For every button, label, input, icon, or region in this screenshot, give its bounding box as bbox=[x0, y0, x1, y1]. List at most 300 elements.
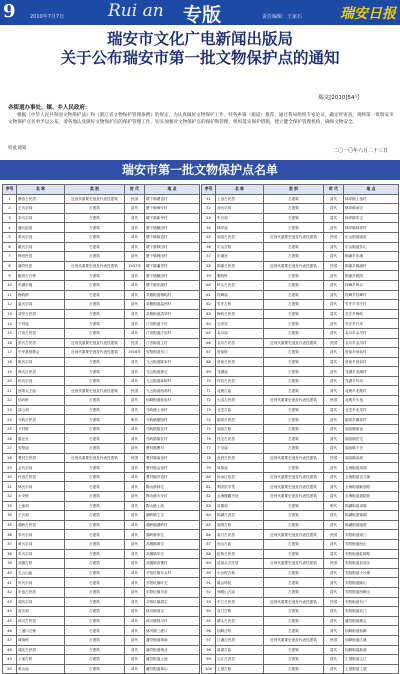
site-category: 古建筑 bbox=[264, 348, 324, 358]
row-number: 73 bbox=[202, 405, 216, 415]
site-era: 明代 bbox=[125, 415, 145, 425]
row-number: 38 bbox=[3, 549, 17, 559]
site-era: 清代 bbox=[125, 463, 145, 473]
site-category: 古建筑 bbox=[264, 539, 324, 549]
row-number: 87 bbox=[202, 539, 216, 549]
list-table-left bbox=[2, 184, 200, 674]
site-location: 北龙乡北龙村 bbox=[344, 405, 399, 415]
row-number: 89 bbox=[202, 559, 216, 569]
site-era: 清代 bbox=[125, 252, 145, 262]
table-row bbox=[202, 635, 399, 645]
site-name: 许岙古民居 bbox=[17, 472, 65, 482]
table-row bbox=[3, 635, 200, 645]
site-location: 桂峰乡岭头 bbox=[344, 280, 399, 290]
site-name: 湖岭古民居 bbox=[17, 520, 65, 530]
site-name: 西岘山古庙 bbox=[216, 587, 264, 597]
site-name: 清华古民居 bbox=[17, 309, 65, 319]
table-row bbox=[202, 616, 399, 626]
site-location: 营前乡营前村 bbox=[344, 357, 399, 367]
site-era: 清代 bbox=[125, 655, 145, 665]
column-header-site-location: 地 点 bbox=[145, 185, 200, 195]
site-era: 民国 bbox=[324, 453, 344, 463]
site-era: 清代 bbox=[125, 223, 145, 233]
site-name: 仙岩桥 bbox=[17, 396, 65, 406]
site-name: 县前头古民居 bbox=[216, 559, 264, 569]
column-header-site-location: 地 点 bbox=[344, 185, 399, 195]
site-location: 林垟镇上岙村 bbox=[344, 194, 399, 204]
table-row bbox=[3, 223, 200, 233]
row-number: 79 bbox=[202, 463, 216, 473]
table-row bbox=[202, 472, 399, 482]
table-row bbox=[202, 309, 399, 319]
table-row bbox=[202, 463, 399, 473]
site-era: 清代 bbox=[324, 492, 344, 502]
site-name: 戴氏宗祠 bbox=[17, 242, 65, 252]
site-category: 古建筑 bbox=[264, 587, 324, 597]
notice-closing: 特此通知 bbox=[8, 146, 27, 151]
table-row bbox=[3, 530, 200, 540]
table-row bbox=[202, 232, 399, 242]
site-location: 马屿镇儒阳村 bbox=[145, 415, 200, 425]
table-row bbox=[3, 655, 200, 665]
table-row bbox=[202, 626, 399, 636]
site-category: 近现代重要史迹及代表性建筑 bbox=[65, 386, 125, 396]
site-name: 温氏宗祠 bbox=[17, 300, 65, 310]
site-location: 林川镇林川村 bbox=[145, 616, 200, 626]
column-header-row-number: 序号 bbox=[202, 185, 216, 195]
table-row bbox=[202, 539, 399, 549]
row-number: 85 bbox=[202, 520, 216, 530]
site-category: 古建筑 bbox=[264, 578, 324, 588]
row-number: 95 bbox=[202, 616, 216, 626]
row-number: 44 bbox=[3, 607, 17, 617]
site-name: 曹村古民居 bbox=[17, 453, 65, 463]
table-row bbox=[3, 568, 200, 578]
site-era: 清代 bbox=[125, 328, 145, 338]
site-name: 金川古民居 bbox=[216, 338, 264, 348]
site-era: 清代 bbox=[125, 444, 145, 454]
row-number: 64 bbox=[202, 319, 216, 329]
column-header-site-category: 类 别 bbox=[65, 185, 125, 195]
site-location: 马屿镇上泉村 bbox=[145, 405, 200, 415]
row-number: 5 bbox=[3, 232, 17, 242]
site-location: 马屿镇篁社村 bbox=[145, 424, 200, 434]
site-name: 垟坑古民居 bbox=[216, 376, 264, 386]
row-number: 93 bbox=[202, 597, 216, 607]
document-number: 瑞文[2010]54号 bbox=[318, 95, 360, 101]
site-category: 古建筑 bbox=[264, 252, 324, 262]
site-category: 古建筑 bbox=[65, 300, 125, 310]
site-location: 潘岱街道上池 bbox=[145, 655, 200, 665]
row-number: 54 bbox=[202, 223, 216, 233]
site-era: 清代 bbox=[324, 300, 344, 310]
site-name: 李氏宗祠 bbox=[17, 213, 65, 223]
site-location: 潘岱街道黄山 bbox=[145, 664, 200, 674]
site-era: 清代 bbox=[324, 434, 344, 444]
row-number: 57 bbox=[202, 252, 216, 262]
table-row bbox=[3, 597, 200, 607]
notice-headline bbox=[0, 30, 400, 68]
site-name: 汤氏宗祠 bbox=[216, 204, 264, 214]
site-era: 清代 bbox=[324, 626, 344, 636]
table-row bbox=[202, 194, 399, 204]
table-row bbox=[202, 444, 399, 454]
site-name: 永安桥 bbox=[17, 492, 65, 502]
site-location: 林川镇周宅 bbox=[145, 607, 200, 617]
table-header-row bbox=[202, 185, 399, 195]
site-era: 清代 bbox=[324, 520, 344, 530]
site-location: 锦湖街道卓敬 bbox=[344, 501, 399, 511]
table-row bbox=[202, 396, 399, 406]
row-number: 22 bbox=[3, 396, 17, 406]
site-category: 古建筑 bbox=[65, 242, 125, 252]
site-era: 清代 bbox=[324, 482, 344, 492]
site-name: 石垟宫 bbox=[216, 319, 264, 329]
site-location: 飞云街道西郊村 bbox=[145, 386, 200, 396]
site-location: 塘下镇潘岱村 bbox=[145, 261, 200, 271]
site-category: 古建筑 bbox=[264, 520, 324, 530]
row-number: 24 bbox=[3, 415, 17, 425]
table-row bbox=[3, 338, 200, 348]
site-category: 古建筑 bbox=[65, 607, 125, 617]
site-era: 清代 bbox=[125, 357, 145, 367]
site-name: 王氏宗祠 bbox=[17, 204, 65, 214]
table-row bbox=[3, 405, 200, 415]
site-era: 清代 bbox=[125, 559, 145, 569]
row-number: 67 bbox=[202, 348, 216, 358]
site-category: 古建筑 bbox=[65, 568, 125, 578]
table-row bbox=[3, 300, 200, 310]
site-era: 清代 bbox=[324, 463, 344, 473]
site-category: 古建筑 bbox=[264, 319, 324, 329]
site-category: 古建筑 bbox=[65, 271, 125, 281]
site-location: 桐浦乡桐浦村 bbox=[344, 261, 399, 271]
site-location: 莘塍街道清华村 bbox=[145, 309, 200, 319]
site-category: 古建筑 bbox=[264, 357, 324, 367]
site-location: 飞云街道孙桥村 bbox=[145, 376, 200, 386]
site-location: 东山街道南岙 bbox=[344, 232, 399, 242]
table-row bbox=[202, 453, 399, 463]
column-header-site-era: 时 代 bbox=[125, 185, 145, 195]
site-category: 古建筑 bbox=[65, 252, 125, 262]
site-name: 金川庙 bbox=[216, 328, 264, 338]
site-name: 北门古桥 bbox=[216, 607, 264, 617]
site-era: 清代 bbox=[125, 587, 145, 597]
site-location: 陶山镇林宅 bbox=[145, 482, 200, 492]
site-location: 林垟镇朱宅 bbox=[344, 213, 399, 223]
site-era: 民国 bbox=[324, 338, 344, 348]
row-number: 39 bbox=[3, 559, 17, 569]
site-name: 塘岙古民居 bbox=[17, 194, 65, 204]
site-name: 桂峰庙 bbox=[216, 290, 264, 300]
table-row bbox=[3, 396, 200, 406]
site-name: 高楼古桥 bbox=[17, 559, 65, 569]
protection-list bbox=[2, 184, 398, 671]
site-name: 北麂古庙 bbox=[216, 386, 264, 396]
row-number: 26 bbox=[3, 434, 17, 444]
site-category: 近现代重要史迹及代表性建筑 bbox=[65, 194, 125, 204]
site-category: 古建筑 bbox=[65, 626, 125, 636]
site-category: 古建筑 bbox=[264, 616, 324, 626]
site-category: 古建筑 bbox=[65, 511, 125, 521]
row-number: 62 bbox=[202, 300, 216, 310]
row-number: 75 bbox=[202, 424, 216, 434]
site-location: 塘下镇新华村 bbox=[145, 213, 200, 223]
row-number: 2 bbox=[3, 204, 17, 214]
column-header-site-name: 名 称 bbox=[216, 185, 264, 195]
row-number: 33 bbox=[3, 501, 17, 511]
site-name: 玉海楼藏书处 bbox=[216, 492, 264, 502]
site-category: 古建筑 bbox=[65, 434, 125, 444]
site-name: 龙湖庙 bbox=[216, 367, 264, 377]
site-name: 李氏宗祠 bbox=[17, 530, 65, 540]
site-category: 古建筑 bbox=[264, 607, 324, 617]
site-location: 丽岙镇下呈 bbox=[344, 444, 399, 454]
site-location: 塘下镇塘岙村 bbox=[145, 194, 200, 204]
site-era: 清代 bbox=[324, 511, 344, 521]
site-location: 林垟镇林垟村 bbox=[344, 223, 399, 233]
site-name: 下村桥 bbox=[17, 424, 65, 434]
table-row bbox=[3, 348, 200, 358]
site-category: 古建筑 bbox=[264, 568, 324, 578]
row-number: 18 bbox=[3, 357, 17, 367]
site-era: 清代 bbox=[125, 424, 145, 434]
site-category: 古建筑 bbox=[264, 271, 324, 281]
site-location: 龙湖乡龙湖村 bbox=[344, 367, 399, 377]
site-category: 近现代重要史迹及代表性建筑 bbox=[264, 261, 324, 271]
table-row bbox=[3, 434, 200, 444]
site-name: 西郊大王庙 bbox=[17, 386, 65, 396]
site-era: 清代 bbox=[125, 549, 145, 559]
site-era: 清代 bbox=[125, 232, 145, 242]
site-era: 清代 bbox=[324, 539, 344, 549]
site-location: 北麂乡大岙 bbox=[344, 396, 399, 406]
site-category: 近现代重要史迹及代表性建筑 bbox=[65, 338, 125, 348]
site-location: 丽岙镇丽岙 bbox=[344, 424, 399, 434]
site-era: 清代 bbox=[324, 271, 344, 281]
table-row bbox=[3, 444, 200, 454]
site-era: 清代 bbox=[125, 242, 145, 252]
site-category: 近现代重要史迹及代表性建筑 bbox=[65, 453, 125, 463]
table-row bbox=[3, 463, 200, 473]
site-era: 清代 bbox=[125, 511, 145, 521]
site-category: 古建筑 bbox=[65, 664, 125, 674]
site-era: 清代 bbox=[324, 655, 344, 665]
site-location: 林垟镇汤宅 bbox=[344, 204, 399, 214]
site-category: 古建筑 bbox=[264, 309, 324, 319]
site-era: 民国 bbox=[324, 232, 344, 242]
table-row bbox=[3, 194, 200, 204]
site-name: 篁社宫 bbox=[17, 434, 65, 444]
site-category: 古建筑 bbox=[264, 645, 324, 655]
table-row bbox=[3, 386, 200, 396]
site-era: 清代 bbox=[324, 587, 344, 597]
site-name: 金氏宗祠 bbox=[17, 463, 65, 473]
site-era: 明代 bbox=[324, 501, 344, 511]
site-location: 锦湖街道锦湖 bbox=[344, 511, 399, 521]
site-name: 陈氏宗祠 bbox=[17, 232, 65, 242]
site-name: 下村庙 bbox=[17, 319, 65, 329]
row-number: 86 bbox=[202, 530, 216, 540]
site-location: 林川镇三港口 bbox=[145, 626, 200, 636]
row-number: 84 bbox=[202, 511, 216, 521]
row-number: 90 bbox=[202, 568, 216, 578]
table-row bbox=[202, 261, 399, 271]
site-era: 清代 bbox=[324, 204, 344, 214]
site-location: 安阳街道南门 bbox=[344, 530, 399, 540]
table-row bbox=[3, 482, 200, 492]
row-number: 52 bbox=[202, 204, 216, 214]
table-row bbox=[3, 328, 200, 338]
site-category: 近现代重要史迹及代表性建筑 bbox=[264, 482, 324, 492]
site-category: 古建筑 bbox=[65, 472, 125, 482]
table-row bbox=[202, 319, 399, 329]
table-header-row bbox=[3, 185, 200, 195]
site-era: 清代 bbox=[324, 280, 344, 290]
table-row bbox=[3, 587, 200, 597]
site-era: 清代 bbox=[324, 616, 344, 626]
site-location: 玉海街道忠义街 bbox=[344, 472, 399, 482]
site-name: 安阳庙 bbox=[17, 444, 65, 454]
row-number: 65 bbox=[202, 328, 216, 338]
row-number: 71 bbox=[202, 386, 216, 396]
table-row bbox=[202, 328, 399, 338]
site-location: 曹村镇南岙村 bbox=[145, 453, 200, 463]
table-row bbox=[202, 645, 399, 655]
site-era: 清代 bbox=[125, 492, 145, 502]
row-number: 77 bbox=[202, 444, 216, 454]
site-location: 仙降街道仙降 bbox=[344, 626, 399, 636]
table-row bbox=[202, 482, 399, 492]
site-location: 北麂乡北麂村 bbox=[344, 386, 399, 396]
row-number: 34 bbox=[3, 511, 17, 521]
row-number: 28 bbox=[3, 453, 17, 463]
site-category: 古建筑 bbox=[65, 520, 125, 530]
table-row bbox=[3, 252, 200, 262]
site-era: 清代 bbox=[324, 290, 344, 300]
site-category: 古建筑 bbox=[264, 626, 324, 636]
site-location: 塘下镇东湖村 bbox=[145, 280, 200, 290]
site-era: 民国 bbox=[125, 453, 145, 463]
site-name: 上池祠 bbox=[17, 501, 65, 511]
site-category: 古建筑 bbox=[65, 223, 125, 233]
site-name: 汀田古民居 bbox=[17, 328, 65, 338]
site-location: 潘岱街道塘头 bbox=[344, 616, 399, 626]
site-era: 清代 bbox=[324, 578, 344, 588]
site-era: 清代 bbox=[324, 376, 344, 386]
row-number: 31 bbox=[3, 482, 17, 492]
site-location: 汀田街道下村 bbox=[145, 319, 200, 329]
site-name: 朱氏祠 bbox=[216, 213, 264, 223]
row-number: 4 bbox=[3, 223, 17, 233]
site-category: 近现代重要史迹及代表性建筑 bbox=[65, 348, 125, 358]
site-name: 城北古民居 bbox=[17, 645, 65, 655]
site-name: 丽岙古桥 bbox=[216, 424, 264, 434]
site-name: 凤翔庙 bbox=[216, 463, 264, 473]
site-name: 林垟庙 bbox=[216, 223, 264, 233]
site-category: 古建筑 bbox=[65, 415, 125, 425]
site-category: 古建筑 bbox=[65, 530, 125, 540]
site-name: 黄氏宗祠 bbox=[17, 539, 65, 549]
site-name: 任宅古民居 bbox=[216, 434, 264, 444]
row-number: 58 bbox=[202, 261, 216, 271]
row-number: 30 bbox=[3, 472, 17, 482]
site-era: 清代 bbox=[324, 357, 344, 367]
site-location: 平阳坑镇叶宅 bbox=[145, 578, 200, 588]
table-body-right bbox=[202, 194, 399, 674]
site-location: 玉海街道道院前 bbox=[344, 492, 399, 502]
table-row bbox=[3, 213, 200, 223]
site-location: 马屿镇篁社村 bbox=[145, 434, 200, 444]
site-name: 陈氏宗祠 bbox=[17, 357, 65, 367]
table-row bbox=[3, 616, 200, 626]
row-number: 48 bbox=[3, 645, 17, 655]
site-category: 古建筑 bbox=[264, 290, 324, 300]
row-number: 21 bbox=[3, 386, 17, 396]
table-row bbox=[202, 213, 399, 223]
site-name: 韩田民居 bbox=[17, 252, 65, 262]
site-category: 古建筑 bbox=[65, 328, 125, 338]
site-category: 近现代重要史迹及代表性建筑 bbox=[65, 261, 125, 271]
row-number: 7 bbox=[3, 252, 17, 262]
site-category: 古建筑 bbox=[264, 463, 324, 473]
site-era: 清代 bbox=[324, 319, 344, 329]
table-body-left bbox=[3, 194, 200, 674]
table-row bbox=[202, 587, 399, 597]
site-category: 近现代重要史迹及代表性建筑 bbox=[264, 472, 324, 482]
headline-line-2: 关于公布瑞安市第一批文物保护点的通知 bbox=[60, 49, 340, 67]
table-row bbox=[3, 242, 200, 252]
table-row bbox=[202, 271, 399, 281]
site-category: 古建筑 bbox=[65, 587, 125, 597]
site-name: 五云山庙 bbox=[17, 568, 65, 578]
site-location: 曹村镇许岙村 bbox=[145, 472, 200, 482]
site-location: 仙降街道仙岩村 bbox=[145, 396, 200, 406]
site-name: 塘头古民居 bbox=[216, 616, 264, 626]
site-era: 民国 bbox=[324, 635, 344, 645]
row-number: 9 bbox=[3, 271, 17, 281]
row-number: 80 bbox=[202, 472, 216, 482]
site-location: 金川乡金川村 bbox=[344, 328, 399, 338]
site-category: 近现代重要史迹及代表性建筑 bbox=[264, 597, 324, 607]
row-number: 74 bbox=[202, 415, 216, 425]
site-era: 民国 bbox=[324, 530, 344, 540]
site-era: 民国 bbox=[324, 261, 344, 271]
site-era: 清代 bbox=[324, 223, 344, 233]
site-location: 龙湖乡垟坑 bbox=[344, 376, 399, 386]
site-location: 安阳街道虹桥路 bbox=[344, 549, 399, 559]
table-row bbox=[3, 309, 200, 319]
brand-wordmark: Rui an bbox=[108, 1, 164, 21]
site-category: 古建筑 bbox=[264, 655, 324, 665]
site-name: 林氏古民居 bbox=[17, 367, 65, 377]
site-location: 平阳坑镇东头村 bbox=[145, 568, 200, 578]
site-name: 林氏宗祠 bbox=[17, 482, 65, 492]
site-era: 清代 bbox=[324, 415, 344, 425]
salutation: 各街道办事处、镇、乡人民政府： bbox=[8, 105, 91, 111]
site-era: 清代 bbox=[125, 501, 145, 511]
row-number: 81 bbox=[202, 482, 216, 492]
table-row bbox=[202, 242, 399, 252]
table-row bbox=[202, 578, 399, 588]
site-era: 清代 bbox=[324, 348, 344, 358]
table-row bbox=[202, 492, 399, 502]
row-number: 49 bbox=[3, 655, 17, 665]
site-era: 清代 bbox=[125, 290, 145, 300]
table-row bbox=[3, 607, 200, 617]
site-category: 近现代重要史迹及代表性建筑 bbox=[264, 635, 324, 645]
site-location: 莘塍街道梅屿村 bbox=[145, 290, 200, 300]
